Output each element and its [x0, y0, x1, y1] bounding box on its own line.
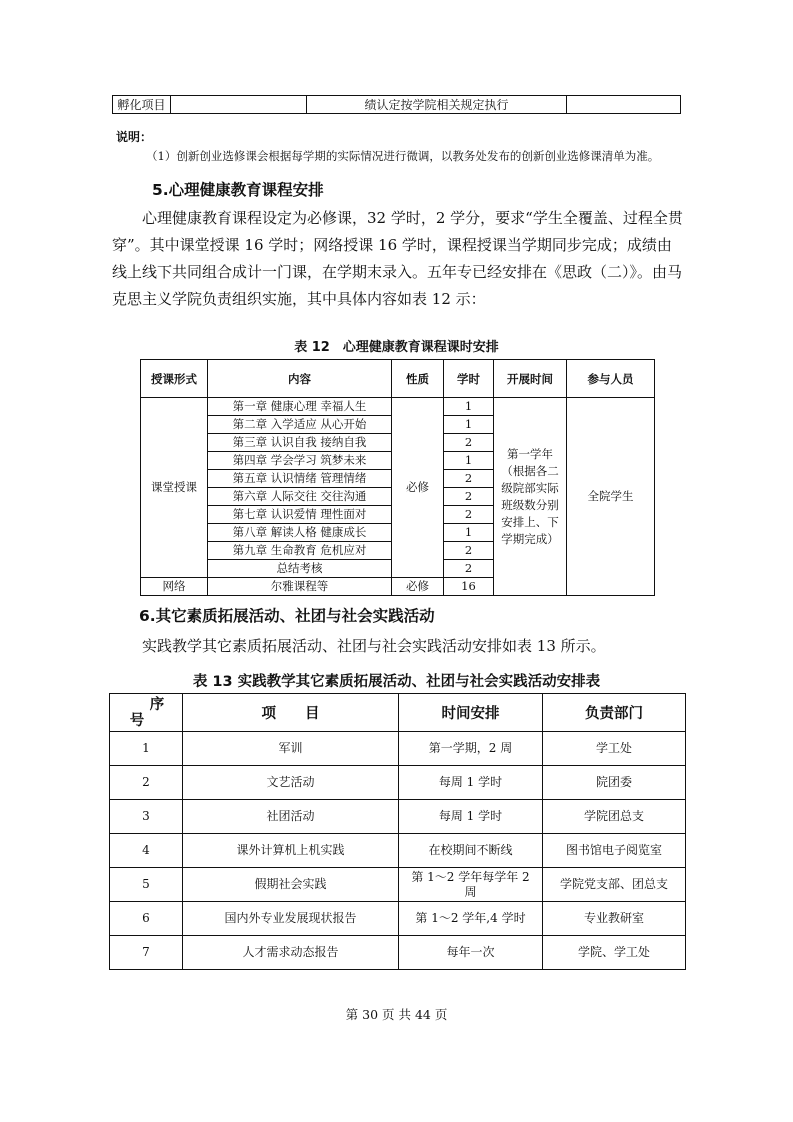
table-row	[110, 732, 686, 766]
hours-cell: 1	[444, 452, 494, 470]
dept-cell: 学工处	[543, 732, 686, 766]
column-header: 时间安排	[399, 694, 543, 732]
nature-cell: 必修	[392, 578, 444, 596]
content-cell: 第三章 认识自我 接纳自我	[208, 434, 392, 452]
content-cell: 第一章 健康心理 幸福人生	[208, 398, 392, 416]
dept-cell: 专业教研室	[543, 902, 686, 936]
column-header: 负责部门	[543, 694, 686, 732]
dept-cell: 图书馆电子阅览室	[543, 834, 686, 868]
item-cell: 军训	[183, 732, 399, 766]
column-header-seq	[110, 694, 183, 732]
hours-cell: 16	[444, 578, 494, 596]
column-header: 开展时间	[494, 360, 567, 398]
table-cell	[567, 96, 681, 114]
page-footer: 第 30 页 共 44 页	[345, 1007, 448, 1022]
content-cell: 第九章 生命教育 危机应对	[208, 542, 392, 560]
item-cell: 课外计算机上机实践	[183, 834, 399, 868]
top-strip-table	[112, 95, 681, 114]
column-header: 项 目	[183, 694, 399, 732]
column-header: 性质	[392, 360, 444, 398]
table-row	[110, 868, 686, 902]
column-header: 授课形式	[141, 360, 208, 398]
column-header: 参与人员	[567, 360, 655, 398]
seq-header-bottom: 号	[129, 712, 145, 729]
seq-cell: 6	[110, 902, 183, 936]
table-row	[110, 902, 686, 936]
seq-cell: 2	[110, 766, 183, 800]
item-cell: 文艺活动	[183, 766, 399, 800]
seq-cell: 1	[110, 732, 183, 766]
table-row	[110, 936, 686, 970]
section-5-heading: 5.心理健康教育课程安排	[152, 181, 324, 199]
hours-cell: 2	[444, 470, 494, 488]
item-cell: 人才需求动态报告	[183, 936, 399, 970]
table-cell: 孵化项目	[113, 96, 171, 114]
column-header: 内容	[208, 360, 392, 398]
time-cell: 第一学期，2 周	[399, 732, 543, 766]
content-cell: 总结考核	[208, 560, 392, 578]
dept-cell: 学院团总支	[543, 800, 686, 834]
content-cell: 第六章 人际交往 交往沟通	[208, 488, 392, 506]
table-cell: 绩认定按学院相关规定执行	[307, 96, 567, 114]
table-row	[141, 398, 655, 416]
item-cell: 国内外专业发展现状报告	[183, 902, 399, 936]
table-row	[110, 834, 686, 868]
table-row	[110, 766, 686, 800]
content-cell: 第七章 认识爱情 理性面对	[208, 506, 392, 524]
content-cell: 第五章 认识情绪 管理情绪	[208, 470, 392, 488]
dept-cell: 学院党支部、团总支	[543, 868, 686, 902]
table-row	[113, 96, 681, 114]
group-label-classroom: 课堂授课	[141, 398, 208, 578]
section-5-paragraph: 心理健康教育课程设定为必修课，32 学时，2 学分，要求“学生全覆盖、过程全贯穿”。其中课堂授课 16 学时；网络授课 16 学时，课程授课当学期同步完成；成绩由线上线下共同组合成计一门课，在学期末录入。五年专已经安排在《思政（二）》。由马克思主义学院负责组织实施，其中具体内容如表 12 示：	[112, 209, 683, 308]
content-cell: 尔雅课程等	[208, 578, 392, 596]
content-cell: 第四章 学会学习 筑梦未来	[208, 452, 392, 470]
seq-cell: 4	[110, 834, 183, 868]
dept-cell: 院团委	[543, 766, 686, 800]
item-cell: 假期社会实践	[183, 868, 399, 902]
seq-header-top: 序	[149, 696, 165, 713]
time-cell: 每周 1 学时	[399, 800, 543, 834]
time-cell: 每年一次	[399, 936, 543, 970]
item-cell: 社团活动	[183, 800, 399, 834]
table-header-row	[110, 694, 686, 732]
time-cell: 在校期间不断线	[399, 834, 543, 868]
hours-cell: 2	[444, 560, 494, 578]
hours-cell: 2	[444, 542, 494, 560]
time-cell: 第 1～2 学年,4 学时	[399, 902, 543, 936]
table-13	[109, 693, 686, 970]
seq-cell: 7	[110, 936, 183, 970]
time-cell: 每周 1 学时	[399, 766, 543, 800]
group-label-online: 网络	[141, 578, 208, 596]
table-12	[140, 359, 655, 596]
content-cell: 第二章 入学适应 从心开始	[208, 416, 392, 434]
hours-cell: 2	[444, 488, 494, 506]
section-6-heading: 6.其它素质拓展活动、社团与社会实践活动	[139, 607, 435, 625]
note-item: （1）创新创业选修课会根据每学期的实际情况进行微调，以教务处发布的创新创业选修课清单为准。	[146, 149, 660, 163]
hours-cell: 1	[444, 398, 494, 416]
table-header-row	[141, 360, 655, 398]
hours-cell: 1	[444, 524, 494, 542]
hours-cell: 1	[444, 416, 494, 434]
table-13-caption: 表 13 实践教学其它素质拓展活动、社团与社会实践活动安排表	[192, 674, 601, 690]
hours-cell: 2	[444, 506, 494, 524]
seq-cell: 5	[110, 868, 183, 902]
section-6-paragraph: 实践教学其它素质拓展活动、社团与社会实践活动安排如表 13 所示。	[142, 637, 606, 655]
hours-cell: 2	[444, 434, 494, 452]
dept-cell: 学院、学工处	[543, 936, 686, 970]
nature-cell: 必修	[392, 398, 444, 578]
note-title: 说明：	[116, 130, 153, 144]
table-row	[110, 800, 686, 834]
time-cell: 第一学年（根据各二级院部实际班级数分别安排上、下学期完成）	[494, 398, 567, 596]
seq-cell: 3	[110, 800, 183, 834]
column-header: 学时	[444, 360, 494, 398]
table-12-caption: 表 12 心理健康教育课程课时安排	[294, 340, 499, 355]
table-cell	[171, 96, 307, 114]
content-cell: 第八章 解读人格 健康成长	[208, 524, 392, 542]
time-cell: 第 1～2 学年每学年 2 周	[399, 868, 543, 902]
participants-cell: 全院学生	[567, 398, 655, 596]
